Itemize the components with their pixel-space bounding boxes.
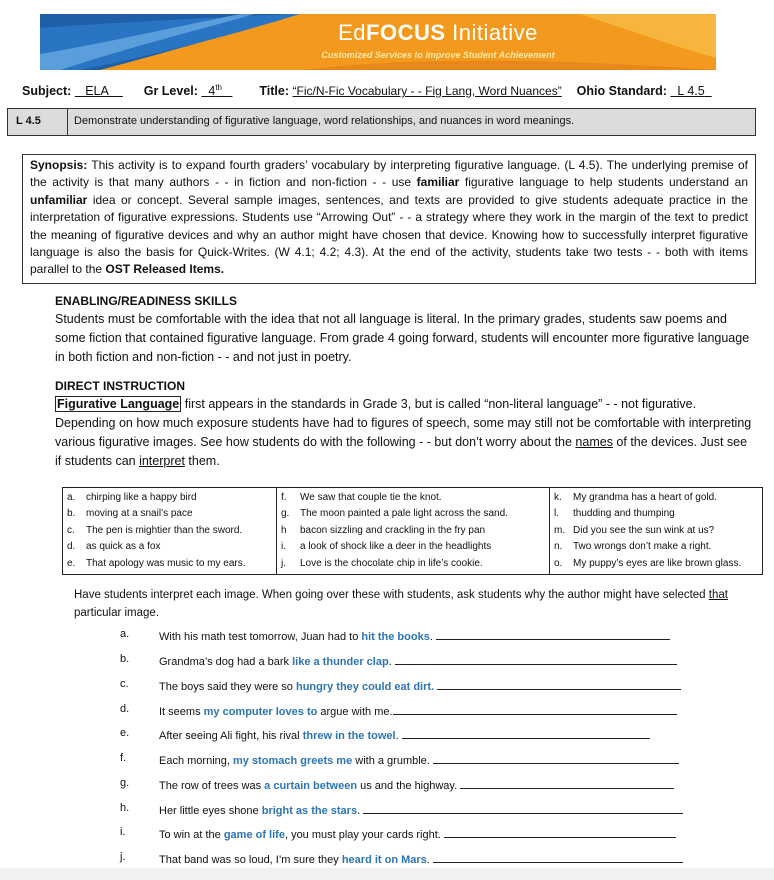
synopsis-box: Synopsis: This activity is to expand fourth graders’ vocabulary by interpreting figurative language. (L 4.5). The underlying premise of the activity is that many authors - - in fiction and non-fiction - - use familiar figurative language to help students understand an unfamiliar idea or concept. Several sample images, sentences, and texts are provided to give students adequate practice in the interpretation of figurative expressions. Students use “Arrowing Out” - - a strategy where they work in the margin of the text to predict the meaning of figurative devices and why an author might have chosen that device. Knowing how to successfully interpret figurative language is also the basis for Quick-Writes. (W 4.1; 4.2; 4.3). At the end of the activity, students take two tests - - both with items parallel to the OST Released Items. <box>22 154 756 284</box>
examples-column-1 <box>63 488 277 575</box>
direct-instruction-text: Figurative Language first appears in the standards in Grade 3, but is called “non-literal language” - - not figurative. Depending on how much exposure students have had to figures of speech, some may still not be comfortable with interpreting various figurative images. See how students do with the following - - but don’t worry about the names of the devices. Just see if students can interpret them. <box>55 397 752 468</box>
examples-table <box>62 487 763 575</box>
answer-blank[interactable] <box>402 727 650 739</box>
list-item: l. thudding and thumping <box>554 508 675 520</box>
answer-blank[interactable] <box>395 653 677 665</box>
list-item: c. The pen is mightier than the sword. <box>67 524 243 536</box>
examples-column-2 <box>277 488 550 575</box>
answer-blank[interactable] <box>437 678 681 690</box>
answer-blank[interactable] <box>444 826 676 838</box>
list-item: k. My grandma has a heart of gold. <box>554 492 717 503</box>
standard-code: L 4.5 <box>8 109 68 135</box>
grade-value: 4th <box>208 83 222 99</box>
answer-blank[interactable] <box>433 851 683 863</box>
direct-instruction-heading: DIRECT INSTRUCTION <box>55 379 185 393</box>
standard-row <box>7 108 756 136</box>
list-item: f. We saw that couple tie the knot. <box>281 492 442 503</box>
list-item: b. moving at a snail’s pace <box>67 508 193 520</box>
answer-blank[interactable] <box>460 777 674 789</box>
synopsis-label: Synopsis: <box>30 158 88 172</box>
list-item: m. Did you see the sun wink at us? <box>554 524 715 536</box>
list-item: g. The moon painted a pale light across the sand. <box>281 508 508 520</box>
boxed-term: Figurative Language <box>57 397 180 411</box>
title-label: Title: <box>259 84 290 99</box>
list-item: j. Love is the chocolate chip in life’s cookie. <box>281 557 483 569</box>
answer-blank[interactable] <box>436 628 670 640</box>
examples-column-3 <box>550 488 763 575</box>
instructions-text: Have students interpret each image. When going over these with students, ask students why the author might have selected that particular image. <box>74 589 728 619</box>
page-bottom-edge <box>0 868 774 880</box>
standard-value: L 4.5 <box>677 84 705 99</box>
list-item: n. Two wrongs don’t make a right. <box>554 541 712 553</box>
list-item: o. My puppy’s eyes are like brown glass. <box>554 557 742 569</box>
title-value: “Fic/N-Fic Vocabulary - - Fig Lang, Word Nuances” <box>292 84 562 99</box>
answer-blank[interactable] <box>363 802 683 814</box>
banner-title: EdFOCUS Initiative <box>338 20 538 45</box>
list-item: i. a look of shock like a deer in the headlights <box>281 541 492 553</box>
banner-subtitle: Customized Services to Improve Student Achievement <box>321 50 555 60</box>
answer-blank[interactable] <box>393 703 677 715</box>
standard-label: Ohio Standard: <box>576 84 667 99</box>
edfocus-banner <box>40 14 716 70</box>
subject-label: Subject: <box>22 84 72 99</box>
lesson-header <box>22 83 712 98</box>
list-item: a. chirping like a happy bird <box>67 492 197 503</box>
list-item: d. as quick as a fox <box>67 541 161 553</box>
answer-blank[interactable] <box>433 752 679 764</box>
enabling-text: Students must be comfortable with the idea that not all language is literal. In the primary grades, students saw poems and some fiction that contained figurative language. From grade 4 going forward, students will encounter more figurative language in both fiction and non-fiction - - and not just in poetry. <box>55 312 750 364</box>
grade-label: Gr Level: <box>143 84 198 99</box>
standard-description: Demonstrate understanding of figurative language, word relationships, and nuances in word meanings. <box>74 115 575 127</box>
direct-instruction-section <box>55 379 755 471</box>
list-item: h bacon sizzling and crackling in the fry pan <box>281 524 486 536</box>
subject-value: ELA <box>85 84 109 99</box>
enabling-heading: ENABLING/READINESS SKILLS <box>55 294 238 308</box>
enabling-section <box>55 294 755 367</box>
list-item: e. That apology was music to my ears. <box>67 557 246 569</box>
